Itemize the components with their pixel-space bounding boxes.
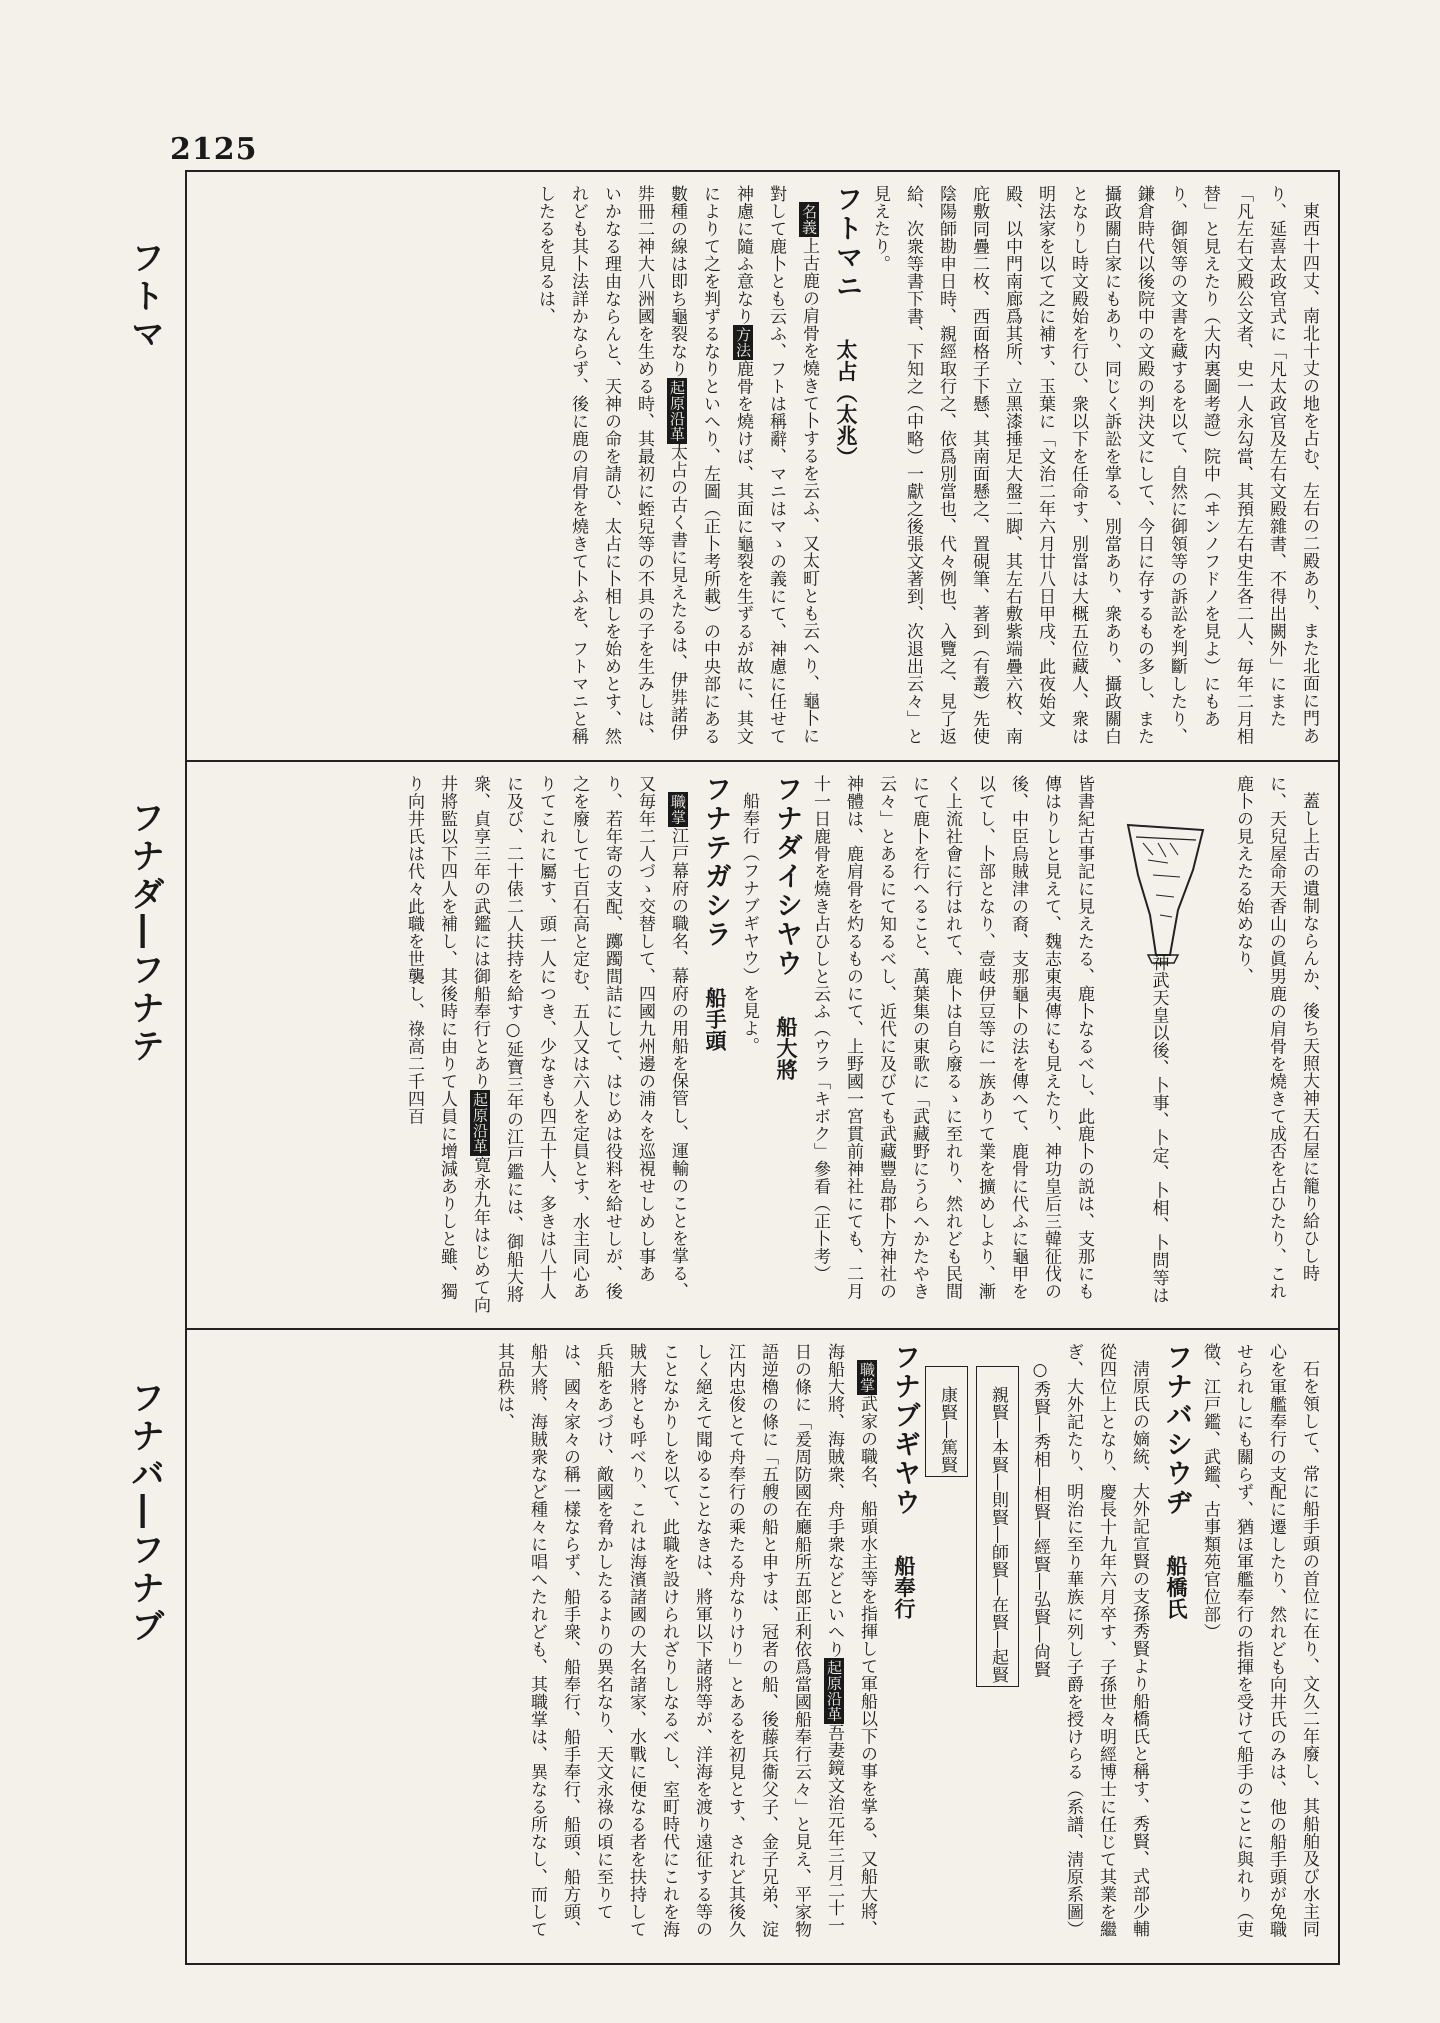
- entry-heading: [769, 775, 803, 1315]
- entry-heading: [1159, 1343, 1193, 1948]
- paragraph: 船奉行（フナブギヤウ）を見よ。: [739, 792, 759, 1055]
- entry-kanji: 船奉行: [892, 1554, 917, 1620]
- paragraph: 名義上古鹿の肩骨を燒きて卜するを云ふ、又太町とも云へり、龜卜に對して鹿卜とも云ふ、フトは稱辭、マニはマゝの義にて、神慮に任せて神慮に隨ふ意なり方法鹿骨を燒けば、其面に龜裂を生ずるが故に、其文によりて之を判ずるなりといへり、左圖（正卜考所載）の中央部にある數種の線は即ち龜裂なり起原沿革太占の古く書に見えたるは、伊弉諾伊弉冊二神大八洲國を生める時、其最初に蛭兒等の不具の子を生みしは、いかなる理由ならんと、天神の命を請ひ、太占に卜相しを始めとす、然れども其卜法詳かならず、後に鹿の肩骨を燒きて卜ふを、フトマニと稱したるを見るは、: [535, 185, 819, 745]
- paragraph: 石を領して、常に船手頭の首位に在り、文久二年廢し、其船舶及び水主同心を軍艦奉行の支配に遷したり、然れども向井氏のみは、他の船手頭が免職せられしにも關らず、猶ほ軍艦奉行の指揮を受けて船手のことに與れり（吏徵、江戸鑑、武鑑、古事類苑官位部）: [1200, 1343, 1319, 1938]
- section-divider: [185, 1328, 1340, 1330]
- paragraph: 東西十四丈、南北十丈の地を占む、左右の二殿あり、また北面に門あり、延喜太政官式に「凡太政官及左右文殿雜書、不得出闕外」にまた「凡左右文殿公文者、史一人永勾當、其預左右史生各二人、毎年二月相替」と見えたり（大内裏圖考證）院中（ヰンノフドノを見よ）にもあり、御領等の文書を藏するを以て、自然に御領等の訴訟を判斷したり、鎌倉時代以後院中の文殿の判決文にして、今日に存するもの多し、また攝政關白家にもあり、同じく訴訟を掌る、別當あり、衆あり、攝政關白となりし時文殿始を行ひ、衆以下を任命す、別當は大概五位藏人、衆は明法家を以て之に補す、玉葉に「文治二年六月廿八日甲戌、此夜始文殿、以中門南廊爲其所、立黑漆捶足大盤二脚、其左右敷紫端疊六枚、南庇敷同疊二枚、西面格子下懸、其南面懸之、置硯筆、著到（有叢）先使陰陽師勘申日時、親經取行之、依爲別當也、代々例也、入覽之、見了返給、次衆等書下書、下知之（中略）一獻之後張文著到、次退出云々」と見えたり。: [870, 185, 1319, 745]
- running-head-middle: フナダ―フナテ: [124, 800, 165, 1066]
- page-number: 2125: [170, 132, 258, 167]
- genealogy-line: ○秀賢―秀相―相賢―經賢―弘賢―尙賢: [1030, 1360, 1050, 1678]
- category-tag: 名義: [800, 204, 818, 235]
- category-tag: 職掌: [669, 794, 687, 825]
- section-funaba-funabu: [200, 1343, 1325, 1948]
- genealogy-line: [972, 1343, 1023, 1948]
- entry-heading: [887, 1343, 921, 1948]
- entry-kana: フナテガシラ: [700, 775, 731, 949]
- category-tag: 起原沿革: [471, 1092, 489, 1154]
- running-head-top: フトマ: [124, 240, 165, 354]
- entry-heading: [829, 185, 863, 745]
- entry-kanji: 太占（太兆）: [834, 338, 859, 468]
- entry-kanji: 船大將: [774, 1015, 799, 1081]
- section-funada-funate: [200, 775, 1325, 1315]
- entry-kana: フナダイシヤウ: [771, 775, 802, 978]
- entry-kanji: 船橋氏: [1164, 1554, 1189, 1620]
- category-tag: 職掌: [858, 1362, 876, 1393]
- entry-kana: フナブギヤウ: [889, 1343, 920, 1517]
- section-futomani: [200, 185, 1325, 745]
- paragraph: 神武天皇以後、卜事、卜定、卜相、卜問等は皆書紀古事記に見えたる、鹿卜なるべし、此鹿卜の説は、支那にも傳はりしと見えて、魏志東夷傳にも見えたり、神功皇后三韓征伐の後、中臣烏賊津の裔、支那龜卜の法を傳へて、鹿骨に代ふに龜甲を以てし、卜部となり、壹岐伊豆等に一族ありて業を擴めしより、漸く上流社會に行はれて、鹿卜は自ら廢るゝに至れり、然れども民間にて鹿卜を行へること、萬葉集の東歌に「武藏野にうらへかたやき云々」とあるにて知るべし、近代に及びても武藏豐島郡卜方神社の神體は、鹿肩骨を灼るものにて、上野國一宮貫前神社にても、二月十一日鹿骨を燒き占ひしと云ふ（ウラ「キボク」參看（正卜考）: [803, 775, 1226, 1315]
- entry-kana: フトマニ: [831, 185, 862, 301]
- paragraph: 職掌江戸幕府の職名、幕府の用船を保管し、運輸のことを掌る、又毎年二人づゝ交替して、四國九州邊の浦々を巡視せしめし事あり、若年寄の支配、躑躅間詰にして、はじめは役料を給せしが、後之を廢して七百石高と定む、五人又は六人を定員とす、水主同心ありてこれに屬す、頭一人につき、少なきも四五十人、多きは八十人に及び、二十俵二人扶持を給す○延寶三年の江戸鑑には、御船大將衆、貞享三年の武鑑には御船奉行とあり起原沿革寛永九年はじめて向井將監以下四人を補し、其後時に由りて人員に增減ありしと雖、獨り向井氏は代々此職を世襲し、祿高二千四百: [404, 775, 688, 1314]
- genealogy-box: 親賢―本賢―則賢―師賢―在賢―起賢: [976, 1366, 1019, 1687]
- paragraph: 職掌武家の職名、船頭水主等を指揮して軍船以下の事を掌る、又船大將、海船大將、海賊衆、舟手衆などといへり起原沿革吾妻鏡文治元年三月二十一日の條に「爰周防國在廳船所五郎正利依爲當國船奉行云々」と見え、平家物語逆櫓の條に「五艘の船と申すは、冠者の船、後藤兵衞父子、金子兄弟、淀江内忠俊とて舟奉行の乘たる舟なりけり」とあるを初見とす、されど其後久しく絕えて聞ゆることなきは、將軍以下諸將等が、洋海を渡り遠征する等のことなかりしを以て、此職を設けられざりしなるべし、室町時代にこれを海賊大將とも呼べり、これは海濱諸國の大名諸家、水戰に便なる者を扶持して兵船をあづけ、敵國を脅かしたるよりの異名なり、天文永祿の頃に至りては、國々家々の稱一樣ならず、船手衆、船奉行、船手奉行、船頭、船方頭、船大將、海賊衆など種々に唱へたれども、其職掌は、異なる所なし、而して其品秩は、: [494, 1343, 877, 1938]
- paragraph: 淸原氏の嫡統、大外記宣賢の支孫秀賢より船橋氏と稱す、秀賢、式部少輔從四位上となり、慶長十九年六月卒す、子孫世々明經博士に任じて其業を繼ぎ、大外記たり、明治に至り華族に列し子爵を授けらる（系譜、淸原系圖）: [1063, 1343, 1149, 1938]
- category-tag: 起原沿革: [825, 1660, 843, 1722]
- entry-kana: フナバシウヂ: [1161, 1343, 1192, 1517]
- genealogy-box: 康賢―篤賢: [925, 1366, 968, 1477]
- section-divider: [185, 760, 1340, 762]
- paragraph: 蓋し上古の遺制ならんか、後ち天照大神天石屋に籠り給ひし時に、天兒屋命天香山の眞男鹿の肩骨を燒きて成否を占ひたり、これ鹿卜の見えたる始めなり、: [1233, 775, 1319, 1300]
- category-tag: 方法: [734, 327, 752, 358]
- deer-shoulder-bone-illustration: [1108, 798, 1218, 948]
- entry-kanji: 船手頭: [703, 986, 728, 1052]
- category-tag: 起原沿革: [668, 379, 686, 442]
- entry-heading: [698, 775, 732, 1315]
- genealogy-line: [921, 1343, 972, 1948]
- running-head-bottom: フナバ―フナブ: [124, 1380, 165, 1646]
